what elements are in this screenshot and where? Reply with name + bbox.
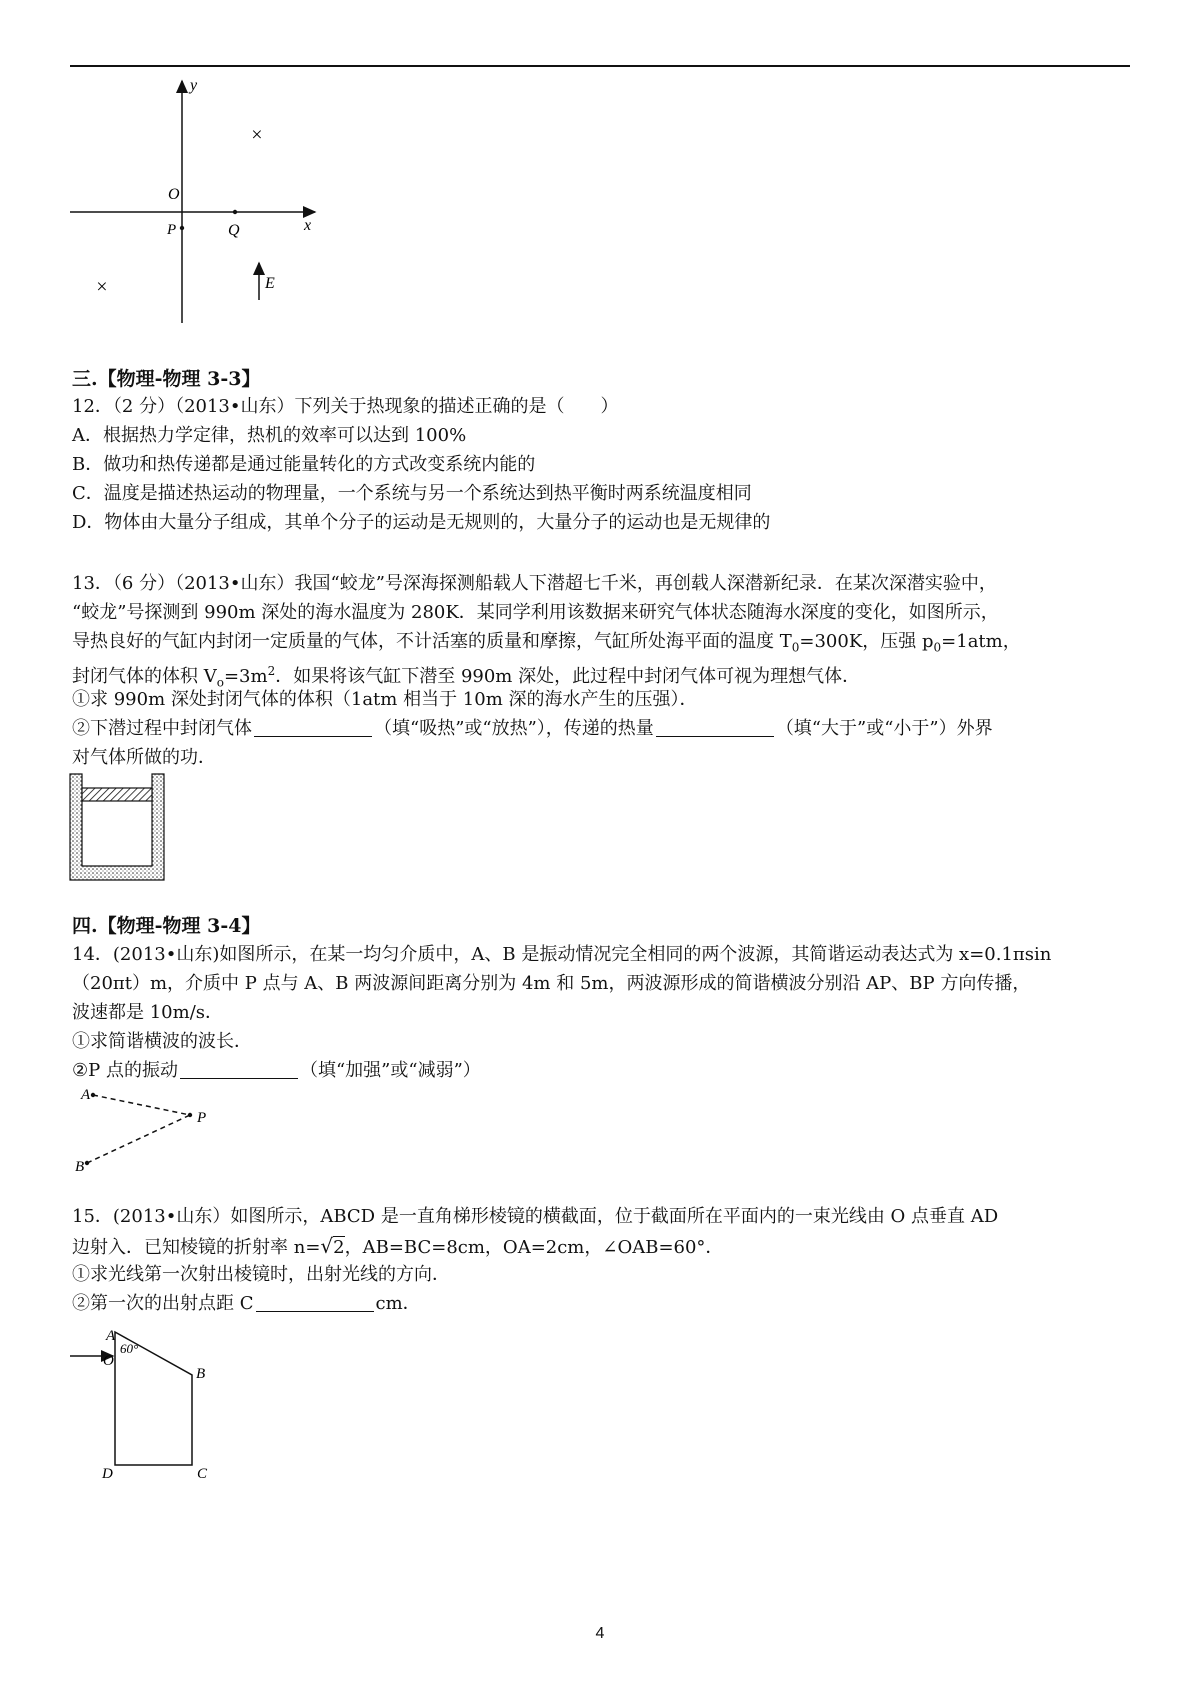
coordinate-figure (60, 75, 340, 335)
answer-blank-1[interactable] (254, 718, 372, 737)
q12-option-b: B．做功和热传递都是通过能量转化的方式改变系统内能的 (72, 454, 536, 475)
point-q (233, 210, 237, 214)
y-axis-label: y (190, 77, 198, 94)
source-b-label: B (75, 1159, 85, 1175)
cross-mark-upper: × (250, 124, 264, 146)
vertex-a-label: A (106, 1328, 116, 1344)
source-a-label: A (81, 1087, 91, 1103)
q14-line-2: （20πt）m，介质中 P 点与 A、B 两波源间距离分别为 4m 和 5m，两波源形成的简谐横波分别沿 AP、BP 方向传播， (72, 973, 1031, 994)
q13-sub-2-end: 对气体所做的功． (72, 747, 216, 768)
q14-line-1: 14．(2013•山东)如图所示，在某一均匀介质中，A、B 是振动情况完全相同的两个波源，其简谐运动表达式为 x=0.1πsin (72, 944, 1052, 965)
q13-line-4: 封闭气体的体积 $V_o=3m^2$．如果将该气缸下潜至 990m 深处，此过程中封闭气体可视为理想气体． (72, 664, 861, 690)
answer-blank-2[interactable] (656, 718, 774, 737)
cross-mark-lower: × (95, 276, 109, 298)
piston (82, 788, 152, 801)
wave-source-figure (75, 1085, 235, 1180)
vertex-b-label: B (196, 1366, 206, 1382)
q14-line-3: 波速都是 10m/s． (72, 1002, 223, 1023)
point-p (180, 226, 184, 230)
vertex-d-label: D (102, 1466, 113, 1482)
prism-figure (65, 1320, 235, 1495)
q12-option-a: A．根据热力学定律，热机的效率可以达到 100% (72, 425, 467, 446)
field-e-label: E (265, 275, 275, 292)
point-o-label: O (103, 1353, 114, 1369)
q13-line-2: “蛟龙”号探测到 990m 深处的海水温度为 280K．某同学利用该数据来研究气体状态随海水深度的变化，如图所示， (72, 602, 999, 623)
q13-line-1: 13．（6 分）（2013•山东）我国“蛟龙”号深海探测船载人下潜超七千米，再创载人深潜新纪录．在某次深潜实验中， (72, 573, 997, 594)
answer-blank-3[interactable] (180, 1060, 298, 1079)
point-p-label: P (197, 1110, 207, 1126)
answer-blank-4[interactable] (256, 1293, 374, 1312)
angle-label: 60° (120, 1341, 139, 1356)
q15-sub-2: ②第一次的出射点距 C cm． (72, 1293, 421, 1314)
q14-sub-1: ①求简谐横波的波长． (72, 1031, 252, 1052)
vertex-c-label: C (197, 1466, 208, 1482)
q15-line-2: 边射入．已知棱镜的折射率 n=√2，AB=BC=8cm，OA=2cm，∠OAB=60°． (72, 1234, 724, 1258)
q12-option-d: D．物体由大量分子组成，其单个分子的运动是无规则的，大量分子的运动也是无规律的 (72, 512, 771, 533)
q13-sub-1: ①求 990m 深处封闭气体的体积（1atm 相当于 10m 深的海水产生的压强）． (72, 689, 698, 710)
q15-line-1: 15．(2013•山东）如图所示，ABCD 是一直角梯形棱镜的横截面，位于截面所在平面内的一束光线由 O 点垂直 AD (72, 1206, 999, 1227)
x-axis-label: x (304, 217, 312, 234)
q13-sub-2: ②下潜过程中封闭气体 （填“吸热”或“放热”），传递的热量 （填“大于”或“小于”）外界 (72, 718, 993, 739)
q13-line-3: 导热良好的气缸内封闭一定质量的气体，不计活塞的质量和摩擦，气缸所处海平面的温度 $T_0=300K$，压强 $p_0=1atm$， (72, 631, 1021, 655)
point-q-label: Q (228, 222, 240, 239)
header-rule (70, 65, 1130, 67)
q12-stem: 12．（2 分）（2013•山东）下列关于热现象的描述正确的是（ ） (72, 396, 619, 417)
point-p-label: P (167, 222, 177, 238)
q15-sub-1: ①求光线第一次射出棱镜时，出射光线的方向． (72, 1264, 450, 1285)
section-4-heading: 四.【物理-物理 3-4】 (72, 915, 261, 937)
origin-label: O (168, 186, 180, 203)
q14-sub-2: ②P 点的振动 （填“加强”或“减弱”） (72, 1060, 481, 1081)
q12-option-c: C．温度是描述热运动的物理量，一个系统与另一个系统达到热平衡时两系统温度相同 (72, 483, 752, 504)
section-3-heading: 三.【物理-物理 3-3】 (72, 368, 261, 390)
page-number: 4 (595, 1625, 605, 1642)
cylinder-figure (68, 772, 168, 892)
